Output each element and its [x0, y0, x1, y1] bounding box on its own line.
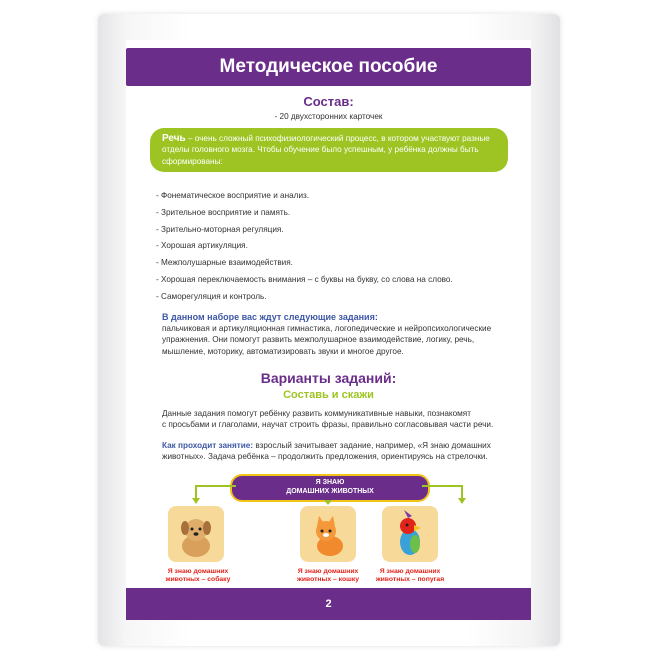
- dog-icon: [168, 506, 224, 562]
- card-parrot: [382, 506, 438, 562]
- arrow-right-icon: [422, 486, 462, 500]
- caption-cat: Я знаю домашних животных – кошку: [297, 568, 359, 584]
- parrot-icon: [382, 506, 438, 562]
- cat-icon: [300, 506, 356, 562]
- composition-title: Состав:: [303, 94, 354, 109]
- caption-parrot: Я знаю домашних животных – попугая: [375, 568, 445, 584]
- how-label: Как проходит занятие:: [162, 441, 254, 450]
- how-paragraph: Как проходит занятие: взрослый зачитывает задание, например, «Я знаю домашних животных». Задача ребёнка – продолжить предложения, ориентируясь на стрелочки.: [162, 441, 491, 462]
- caption-dog: Я знаю домашних животных – собаку: [165, 568, 231, 584]
- composition-item: - 20 двухсторонних карточек: [274, 112, 383, 121]
- list-item: - Хорошая артикуляция.: [156, 241, 248, 251]
- variants-title: Варианты заданий:: [260, 370, 397, 386]
- speech-text: Речь – очень сложный психофизиологический процесс, в котором участвуют разные отделы головного мозга. Чтобы обучение было успешным, у ребёнка должны быть сформированы:: [162, 133, 490, 166]
- footer-bar: [126, 588, 531, 620]
- speech-term: Речь: [162, 133, 186, 144]
- page-title: Методическое пособие: [219, 56, 438, 77]
- list-item: - Фонематическое восприятие и анализ.: [156, 191, 310, 200]
- arrow-left-icon: [196, 486, 236, 500]
- set-tasks-title: В данном наборе вас ждут следующие задания:: [162, 312, 378, 322]
- list-item: - Хорошая переключаемость внимания – с буквы на букву, со слова на слово.: [156, 274, 453, 284]
- list-item: - Зрительное восприятие и память.: [156, 207, 291, 217]
- list-item: - Межполушарные взаимодействия.: [156, 258, 293, 268]
- variants-subtitle: Составь и скажи: [283, 389, 374, 401]
- manual-page: [126, 40, 531, 620]
- example-header: Я ЗНАЮ ДОМАШНИХ ЖИВОТНЫХ: [230, 474, 430, 502]
- description-paragraph: Данные задания помогут ребёнку развить коммуникативные навыки, познакомят с просьбами и глаголами, научат строить фразы, правильно согласовывая части речи.: [162, 409, 494, 430]
- page-number: 2: [325, 598, 332, 610]
- card-cat: [300, 506, 356, 562]
- set-tasks-paragraph: В данном наборе вас ждут следующие задания: пальчиковая и артикуляционная гимнастика, логопедические и нейропсихологические упражнения. Они помогут развить межполушарное взаимодействие, логику, речь, мышление, моторику, автоматизировать звуки и многое другое.: [162, 312, 492, 356]
- card-dog: [168, 506, 224, 562]
- list-item: - Саморегуляция и контроль.: [156, 291, 267, 301]
- list-item: - Зрительно-моторная регуляция.: [156, 224, 284, 234]
